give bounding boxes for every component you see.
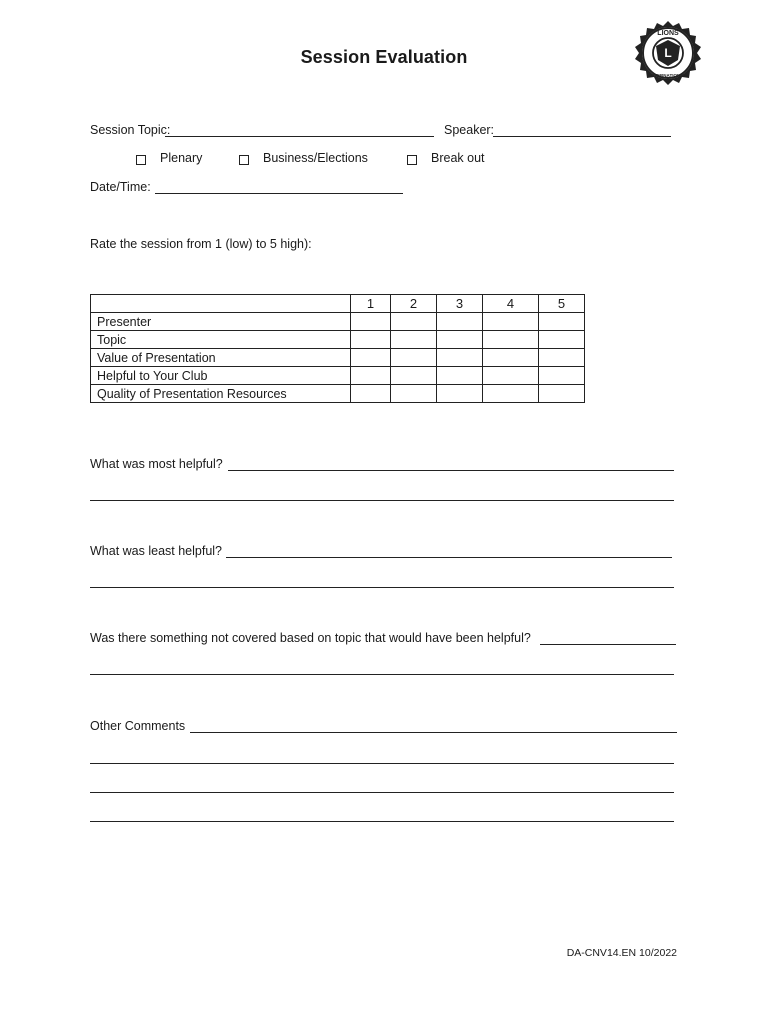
table-row: [91, 367, 585, 385]
checkbox-plenary-label: Plenary: [160, 151, 203, 165]
rating-cell[interactable]: [351, 367, 391, 385]
answer-other-comments-line-4[interactable]: [90, 821, 674, 822]
criterion-label: Topic: [91, 331, 351, 349]
rating-cell[interactable]: [351, 331, 391, 349]
rating-cell[interactable]: [391, 349, 437, 367]
criterion-label: Presenter: [91, 313, 351, 331]
rating-cell[interactable]: [539, 349, 585, 367]
lions-emblem-icon: [633, 20, 703, 86]
checkbox-break-out[interactable]: [407, 152, 417, 170]
criterion-label: Value of Presentation: [91, 349, 351, 367]
form-code: DA-CNV14.EN 10/2022: [566, 947, 677, 959]
rating-scale-3: 3: [437, 295, 483, 313]
table-row: [91, 313, 585, 331]
rating-header-blank: [91, 295, 351, 313]
answer-not-covered-line-2[interactable]: [90, 674, 674, 675]
rating-cell[interactable]: [437, 349, 483, 367]
rating-scale-5: 5: [539, 295, 585, 313]
question-most-helpful: What was most helpful?: [90, 457, 223, 471]
rating-cell[interactable]: [391, 385, 437, 403]
answer-most-helpful-line-1[interactable]: [228, 470, 674, 471]
question-other-comments: Other Comments: [90, 719, 186, 733]
answer-least-helpful-line-2[interactable]: [90, 587, 674, 588]
rating-cell[interactable]: [437, 313, 483, 331]
speaker-field[interactable]: [493, 136, 671, 137]
speaker-label: Speaker:: [444, 123, 495, 137]
datetime-field[interactable]: [155, 193, 403, 194]
rating-cell[interactable]: [351, 385, 391, 403]
rating-cell[interactable]: [539, 385, 585, 403]
answer-other-comments-line-2[interactable]: [90, 763, 674, 764]
rating-cell[interactable]: [483, 367, 539, 385]
answer-not-covered-line-1[interactable]: [540, 644, 676, 645]
question-least-helpful: What was least helpful?: [90, 544, 223, 558]
criterion-label: Quality of Presentation Resources: [91, 385, 351, 403]
rating-cell[interactable]: [437, 367, 483, 385]
rating-instruction: Rate the session from 1 (low) to 5 high):: [90, 237, 312, 251]
rating-scale-2: 2: [391, 295, 437, 313]
svg-text:L: L: [664, 46, 672, 60]
rating-cell[interactable]: [483, 331, 539, 349]
answer-other-comments-line-3[interactable]: [90, 792, 674, 793]
svg-text:INTERNATIONAL: INTERNATIONAL: [649, 73, 687, 78]
question-not-covered: Was there something not covered based on topic that would have been helpful?: [90, 631, 531, 645]
session-topic-field[interactable]: [165, 136, 434, 137]
rating-cell[interactable]: [391, 331, 437, 349]
rating-cell[interactable]: [539, 331, 585, 349]
table-row: [91, 349, 585, 367]
rating-cell[interactable]: [483, 385, 539, 403]
rating-cell[interactable]: [437, 331, 483, 349]
table-row: [91, 331, 585, 349]
rating-cell[interactable]: [483, 313, 539, 331]
page-title: Session Evaluation: [300, 47, 468, 67]
rating-cell[interactable]: [539, 367, 585, 385]
rating-scale-1: 1: [351, 295, 391, 313]
answer-least-helpful-line-1[interactable]: [226, 557, 672, 558]
rating-cell[interactable]: [437, 385, 483, 403]
rating-table: [90, 294, 585, 403]
checkbox-business-elections-label: Business/Elections: [263, 151, 368, 165]
answer-other-comments-line-1[interactable]: [190, 732, 677, 733]
rating-cell[interactable]: [351, 349, 391, 367]
checkbox-business-elections[interactable]: [239, 152, 249, 170]
rating-cell[interactable]: [391, 367, 437, 385]
rating-cell[interactable]: [539, 313, 585, 331]
answer-most-helpful-line-2[interactable]: [90, 500, 674, 501]
criterion-label: Helpful to Your Club: [91, 367, 351, 385]
session-topic-label: Session Topic:: [90, 123, 171, 137]
checkbox-break-out-label: Break out: [431, 151, 485, 165]
rating-scale-4: 4: [483, 295, 539, 313]
rating-header-row: [91, 295, 585, 313]
rating-cell[interactable]: [391, 313, 437, 331]
rating-cell[interactable]: [351, 313, 391, 331]
datetime-label: Date/Time:: [90, 180, 151, 194]
checkbox-plenary[interactable]: [136, 152, 146, 170]
table-row: [91, 385, 585, 403]
svg-text:LIONS: LIONS: [657, 30, 679, 37]
rating-cell[interactable]: [483, 349, 539, 367]
